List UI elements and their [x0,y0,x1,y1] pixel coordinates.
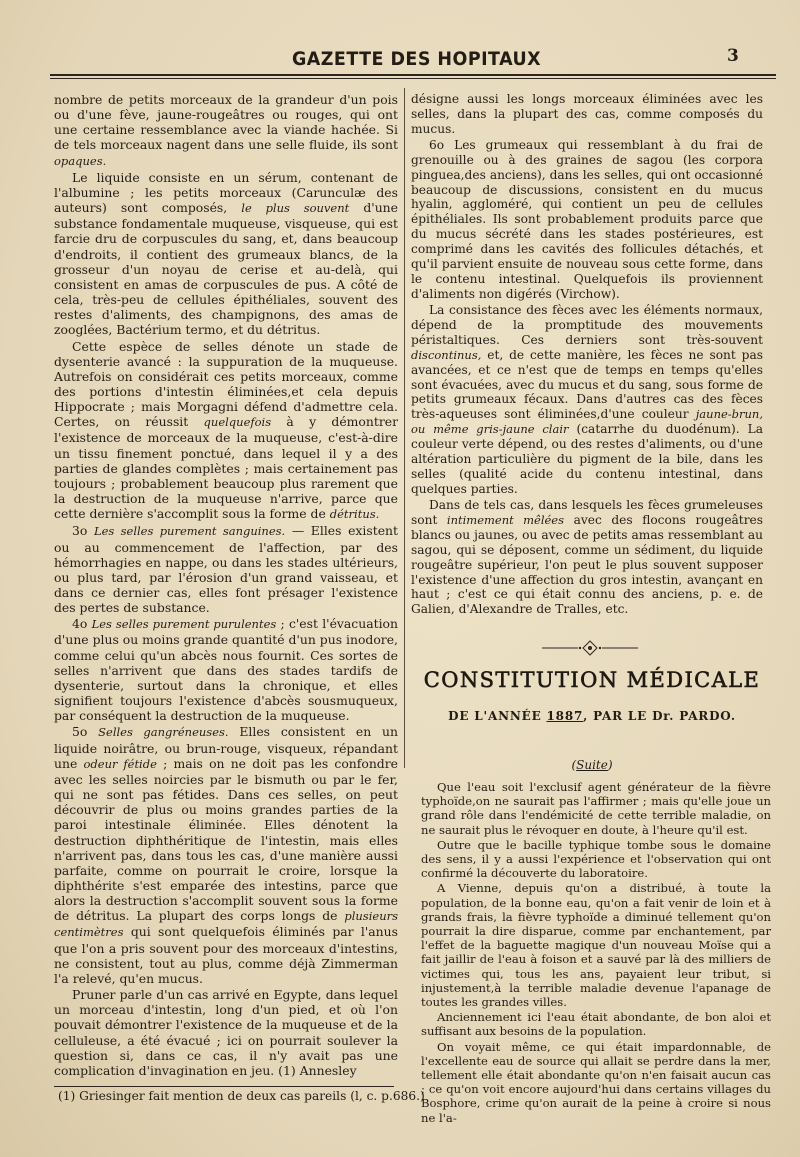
masthead [0,44,800,74]
body-text: (catarrhe du duodénum). La couleur verte dépend, ou des restes d'aliments, ou d'une altération particulière du pigment de la bile, dans les selles (qualité acide du contenu intestinal, dans quelques parties. [411,422,763,496]
emphasis-text: odeur fétide [83,756,157,771]
section-paragraph: Anciennement ici l'eau était abondante, de bon aloi et suffisant aux besoins de la population. [421,1010,771,1039]
header-rule [50,74,776,76]
body-text: — Elles existent ou au commencement de l'affection, par des hémorrhagies en nappe, ou dans les stades ultérieurs, ou plus tard, par l'érosion d'un grand vaisseau, et dans ce dernier cas, elles font présager l'existence des pertes de substance. [54,523,398,616]
body-text: 4o [72,616,92,632]
paragraph [411,138,763,302]
header-rule-thin [50,78,776,79]
body-text: à y démontrer l'existence de morceaux de la muqueuse, c'est-à-dire un tissu finement ponctué, dans lequel il y a des parties de glandes complètes ; mais certainement pas toujours ; probablement beaucoup plus rarement que la destruction de la muqueuse n'arrive, parce que cette dernière s'accomplit sous la forme de [54,414,398,522]
subtitle-prefix: DE L'ANNÉE [448,709,547,723]
section-title: CONSTITUTION MÉDICALE [423,668,761,692]
section-paragraph: Outre que le bacille typhique tombe sous le domaine des sens, il y a aussi l'expérience et l'observation qui ont confirmé la découverte du laboratoire. [421,837,771,881]
emphasis-text: plusieurs centimètres [54,909,398,940]
paragraph [54,616,398,723]
footnote: (1) Griesinger fait mention de deux cas pareils (l, c. p.686.) [58,1089,425,1103]
journal-title: GAZETTE DES HOPITAUX [292,48,542,70]
body-text: Pruner parle d'un cas arrivé en Egypte, dans lequel un morceau d'intestin, long d'un pied, et où l'on pouvait démontrer l'existence de la muqueuse et de la celluleuse, a été évacué ; ici on pourrait soulever la question si, dans ce cas, il n'y avait pas une complication d'invagination en jeu. (1) Annesley [54,987,398,1078]
paragraph [54,339,398,523]
footnote-rule [54,1086,394,1087]
emphasis-text: quelquefois [203,415,272,430]
body-text: 5o [72,724,99,740]
section-paragraph: A Vienne, depuis qu'on a distribué, à toute la population, de la bonne eau, qu'on a fait venir de loin et à grands frais, la fièvre typhoïde a diminué tellement qu'on pourrait la dire disparue, comme par enchantement, par l'effet de la baguette magique d'un nouveau Moïse qui a fait jaillir de l'eau à foison et a sauvé par là des milliers de victimes qui, tous les ans, payaient leur tribut, si injustement,à la terrible maladie devenue l'apanage de toutes les grandes villes. [421,881,771,1010]
section-paragraph: On voyait même, ce qui était impardonnable, de l'excellente eau de source qui allait se perdre dans la mer, tellement elle était abondante qu'on n'en faisait aucun cas ; ce qu'on voit encore aujourd'hui dans certains villages du Bosphore, crime qu'on aurait de la peine à croire si nous ne l'a- [421,1039,771,1125]
paragraph [411,303,763,497]
subtitle-year: 1887 [546,709,584,723]
paragraph [411,92,763,137]
emphasis-text: Selles gangréneuses. [98,725,229,740]
suite-text: Suite [576,758,608,772]
page-number: 3 [727,46,739,66]
body-text: et, de cette manière, les fèces ne sont pas avancées, et ce n'est que de temps en temps qu'elles sont évacuées, avec du mucus et du sang, sous forme de petits grumeaux fécaux. Dans d'autres cas des fèces très-aqueuses sont éliminées,d'une couleur [411,347,763,422]
body-text: ; mais on ne doit pas les confondre avec les selles noircies par le bismuth ou par le fer, qui ne sont pas fétides. Dans ces selles, on peut découvrir de plus ou moins grandes parties de la paroi intestinale éliminée. Elles dénotent la destruction diphthéritique de l'intestin, mais elles n'arrivent pas, dans tous les cas, d'une manière aussi parfaite, comme on pourrait le croire, lorsque la diphthérite s'est emparée des intestins, parce que alors la destruction s'accomplit souvent sous la forme de détritus. La plupart des corps longs de [54,755,398,924]
body-text: désigne aussi les longs morceaux éliminées avec les selles, dans la plupart des cas, comme composés du mucus. [411,92,763,136]
body-text: d'une substance fondamentale muqueuse, visqueuse, qui est farcie dru de corpuscules du sang, et, dans beaucoup d'endroits, il contient des grumeaux blancs, de la grosseur d'un noyau de cerise et au-delà, qui consistent en amas de corpuscules de pus. A côté de cela, très-peu de cellules épithéliales, souvent des restes d'aliments, des champignons, des amas de zooglées, Bactérium termo, et du détritus. [54,200,398,338]
section-ornament [540,640,640,656]
paragraph [54,987,398,1078]
paragraph [54,523,398,615]
section-subtitle [411,709,773,723]
body-text: La consistance des fèces avec les éléments normaux, dépend de la promptitude des mouvements péristaltiques. Ces derniers sont très-souvent [411,302,763,347]
subtitle-rest: , PAR LE Dr. PARDO. [583,709,736,723]
body-text: 3o [72,523,94,539]
suite-label: (Suite) [571,758,613,772]
emphasis-text: Les selles purement purulentes [91,617,277,632]
emphasis-text: Les selles purement sanguines. [93,524,286,539]
body-text: qui sont quelquefois éliminés par l'anus que l'on a pris souvent pour des morceaux d'intestins, ne consistent, tout au plus, comme déjà Zimmerman l'a relevé, qu'en mucus. [54,924,398,986]
section-body [421,780,771,1125]
body-text: Cette espèce de selles dénote un stade de dysenterie avancé : la suppuration de la muqueuse. Autrefois on considérait ces petits morceaux, comme des portions d'intestin éliminées,et cela depuis Hippocrate ; mais Morgagni défend d'admettre cela. Certes, on réussit [54,338,398,430]
body-text: Elles consistent en un liquide noirâtre, ou brun-rouge, visqueux, répandant une [54,724,398,771]
body-text: ; c'est l'évacuation d'une plus ou moins grande quantité d'un pus inodore, comme celui qu'un abcès nous fournit. Ces sortes de selles n'arrivent que dans des stades tardifs de dysenterie, surtout dans la chronique, et elles signifient toujours l'existence d'abcès sousmuqueux, par conséquent la destruction de la muqueuse. [54,616,398,724]
left-column [54,92,398,1078]
emphasis-text: jaune-brun, ou même gris-jaune clair [411,407,763,437]
emphasis-text: détritus. [329,507,380,522]
emphasis-text: intimement mêlées [446,512,565,527]
body-text: 6o Les grumeaux qui ressemblant à du frai de grenouille ou à des graines de sagou (les corpora pinguea,des anciens), dans les selles, qui ont occasionné beaucoup de discussions, consistent en du mucus hyalin, aggloméré, qui contient un peu de cellules épithéliales. Ils sont probablement produits parce que du mucus sécrété dans les stades postérieures, est comprimé dans les cavités des follicules détachés, et qu'il parvient ensuite de nouveau sous cette forme, dans le contenu intestinal. Quelquefois ils proviennent d'aliments non digérés (Virchow). [411,137,763,301]
body-text: Dans de tels cas, dans lesquels les fèces grumeleuses sont [411,497,763,527]
paragraph [54,92,398,169]
body-text: nombre de petits morceaux de la grandeur d'un pois ou d'une fève, jaune-rougeâtres ou rouges, qui ont une certaine ressemblance avec la viande hachée. Si de tels morceaux nagent dans une selle fluide, ils sont [54,92,398,153]
paragraph [54,724,398,986]
emphasis-text: opaques. [54,153,107,168]
paragraph [54,170,398,338]
body-text: avec des flocons rougeâtres blancs ou jaunes, ou avec de petits amas ressemblant au sagou, qui se déposent, comme un sédiment, du liquide rougeâtre supérieur, l'on peut le plus souvent supposer l'existence d'une affection du gros intestin, avançant en haut ; c'est ce qui était connu des anciens, p. e. de Galien, d'Alexandre de Tralles, etc. [411,512,763,617]
paragraph [411,498,763,617]
body-text: Le liquide consiste en un sérum, contenant de l'albumine ; les petits morceaux (Carunculæ des auteurs) sont composés, [54,169,398,216]
column-divider [404,88,405,768]
right-column [411,92,763,617]
emphasis-text: le plus souvent [241,201,350,216]
section-paragraph: Que l'eau soit l'exclusif agent générateur de la fièvre typhoïde,on ne saurait pas l'affirmer ; mais qu'elle joue un grand rôle dans l'endémicité de cette terrible maladie, on ne saurait plus le révoquer en doute, à l'heure qu'il est. [421,780,771,837]
emphasis-text: discontinus, [411,347,482,362]
